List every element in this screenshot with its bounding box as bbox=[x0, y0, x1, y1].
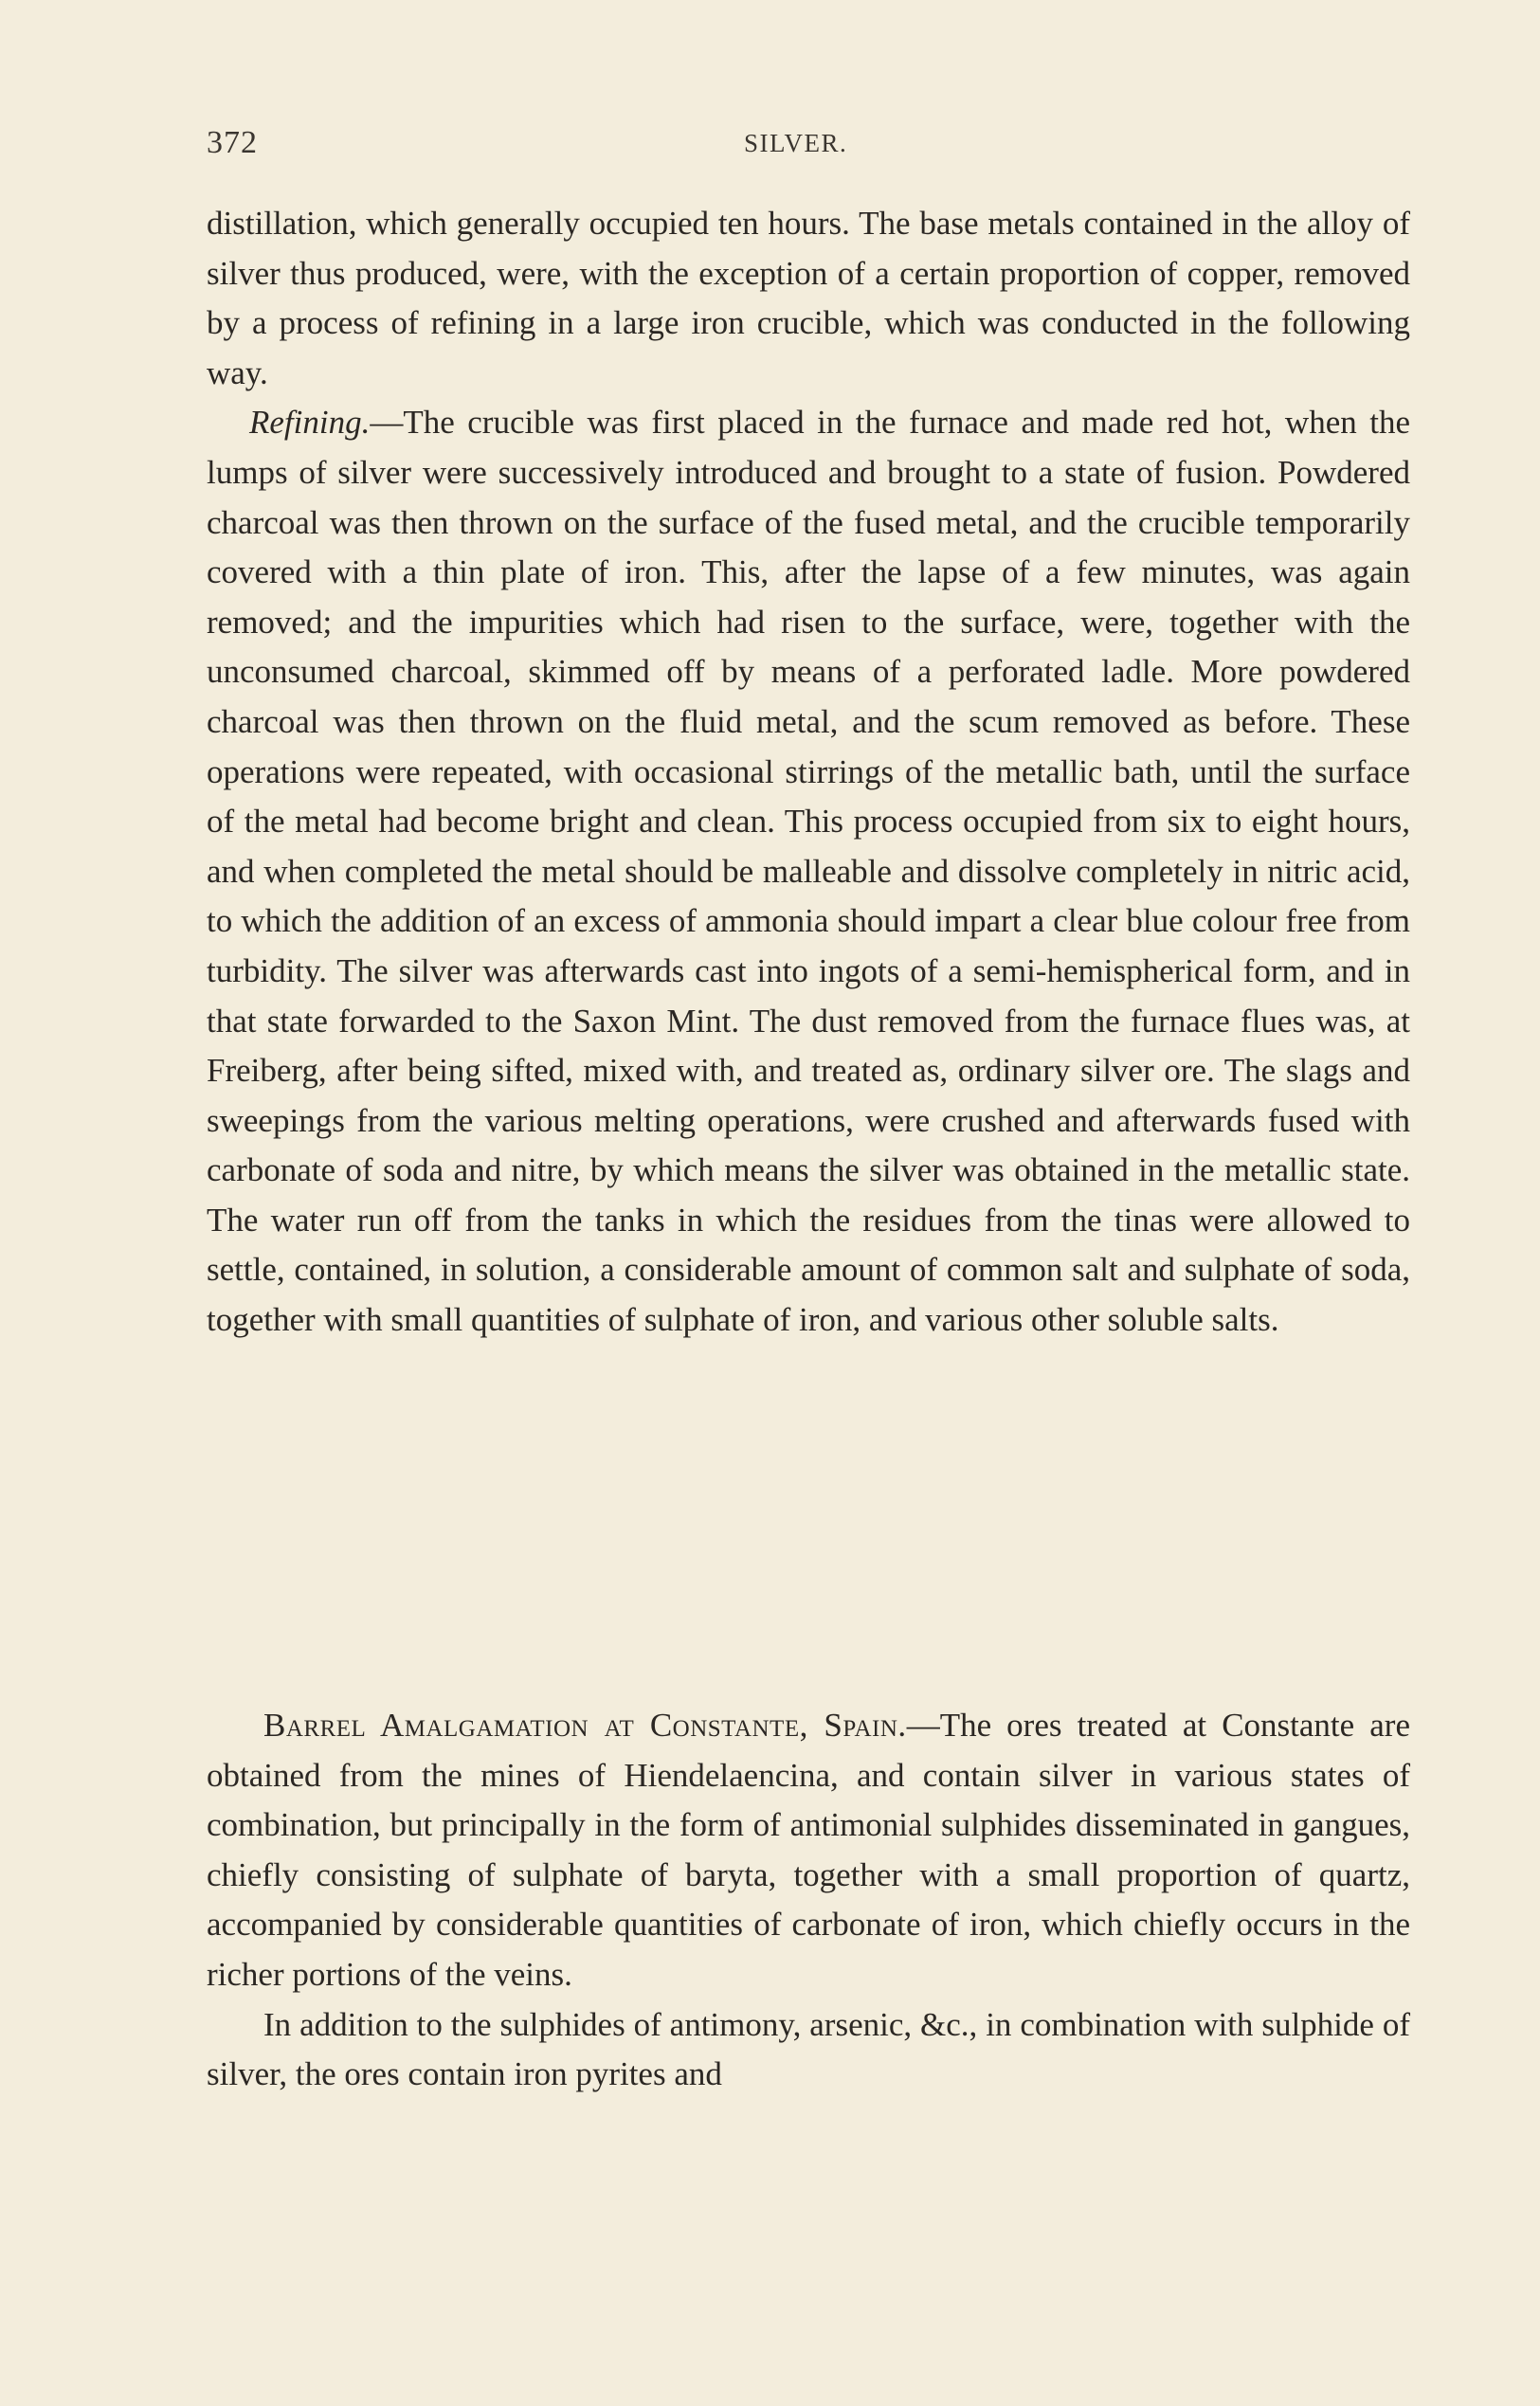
running-head bbox=[207, 125, 1410, 163]
paragraph-text: In addition to the sulphides of antimony, arsenic, &c., in combination with sulphide of silver, the ores contain iron pyrites and bbox=[207, 2005, 1410, 2093]
text-block-top bbox=[207, 199, 1410, 1346]
paragraph-text: —The crucible was first placed in the furnace and made red hot, when the lumps of silver were successively introduced and brought to a state of fusion. Powdered charcoal was then thrown on the surface of the fused metal, and the crucible temporarily covered with a thin plate of iron. This, after the lapse of a few minutes, was again removed; and the impurities which had risen to the surface, were, together with the unconsumed charcoal, skimmed off by means of a perforated ladle. More powdered charcoal was then thrown on the fluid metal, and the scum removed as before. These operations were repeated, with occasional stirrings of the metallic bath, until the surface of the metal had become bright and clean. This process occupied from six to eight hours, and when completed the metal should be malleable and dissolve completely in nitric acid, to which the addition of an excess of ammonia should impart a clear blue colour free from turbidity. The silver was afterwards cast into ingots of a semi-hemispherical form, and in that state forwarded to the Saxon Mint. The dust removed from the furnace flues was, at Freiberg, after being sifted, mixed with, and treated as, ordinary silver ore. The slags and sweepings from the various melting operations, were crushed and afterwards fused with carbonate of soda and nitre, by which means the silver was obtained in the metallic state. The water run off from the tanks in which the residues from the tinas were allowed to settle, contained, in solution, a considerable amount of common salt and sulphate of soda, together with small quantities of sulphate of iron, and various other soluble salts. bbox=[207, 404, 1410, 1339]
paragraph-distillation bbox=[207, 199, 1410, 398]
paragraph-text: distillation, which generally occupied ten hours. The base metals contained in the alloy of silver thus produced, were, with the exception of a certain proportion of copper, removed by a process of refining in a large iron crucible, which was conducted in the following way. bbox=[207, 205, 1410, 391]
paragraph-text: —The ores treated at Constante are obtained from the mines of Hiendelaencina, and contain silver in various states of combination, but principally in the form of antimonial sulphides disseminated in gangues, chiefly consisting of sulphate of baryta, together with a small proportion of quartz, accompanied by considerable quantities of carbonate of iron, which chiefly occurs in the richer portions of the veins. bbox=[207, 1707, 1410, 1993]
page-number: 372 bbox=[207, 125, 258, 160]
paragraph-barrel-amalgamation bbox=[207, 1701, 1410, 2000]
section-heading: Barrel Amalgamation at Constante, Spain. bbox=[263, 1707, 907, 1744]
paragraph-lead-refining: Refining. bbox=[249, 404, 371, 442]
paragraph-refining bbox=[207, 398, 1410, 1345]
paragraph-sulphides bbox=[207, 2000, 1410, 2100]
text-block-bottom bbox=[207, 1701, 1410, 2100]
running-title: SILVER. bbox=[744, 129, 848, 157]
